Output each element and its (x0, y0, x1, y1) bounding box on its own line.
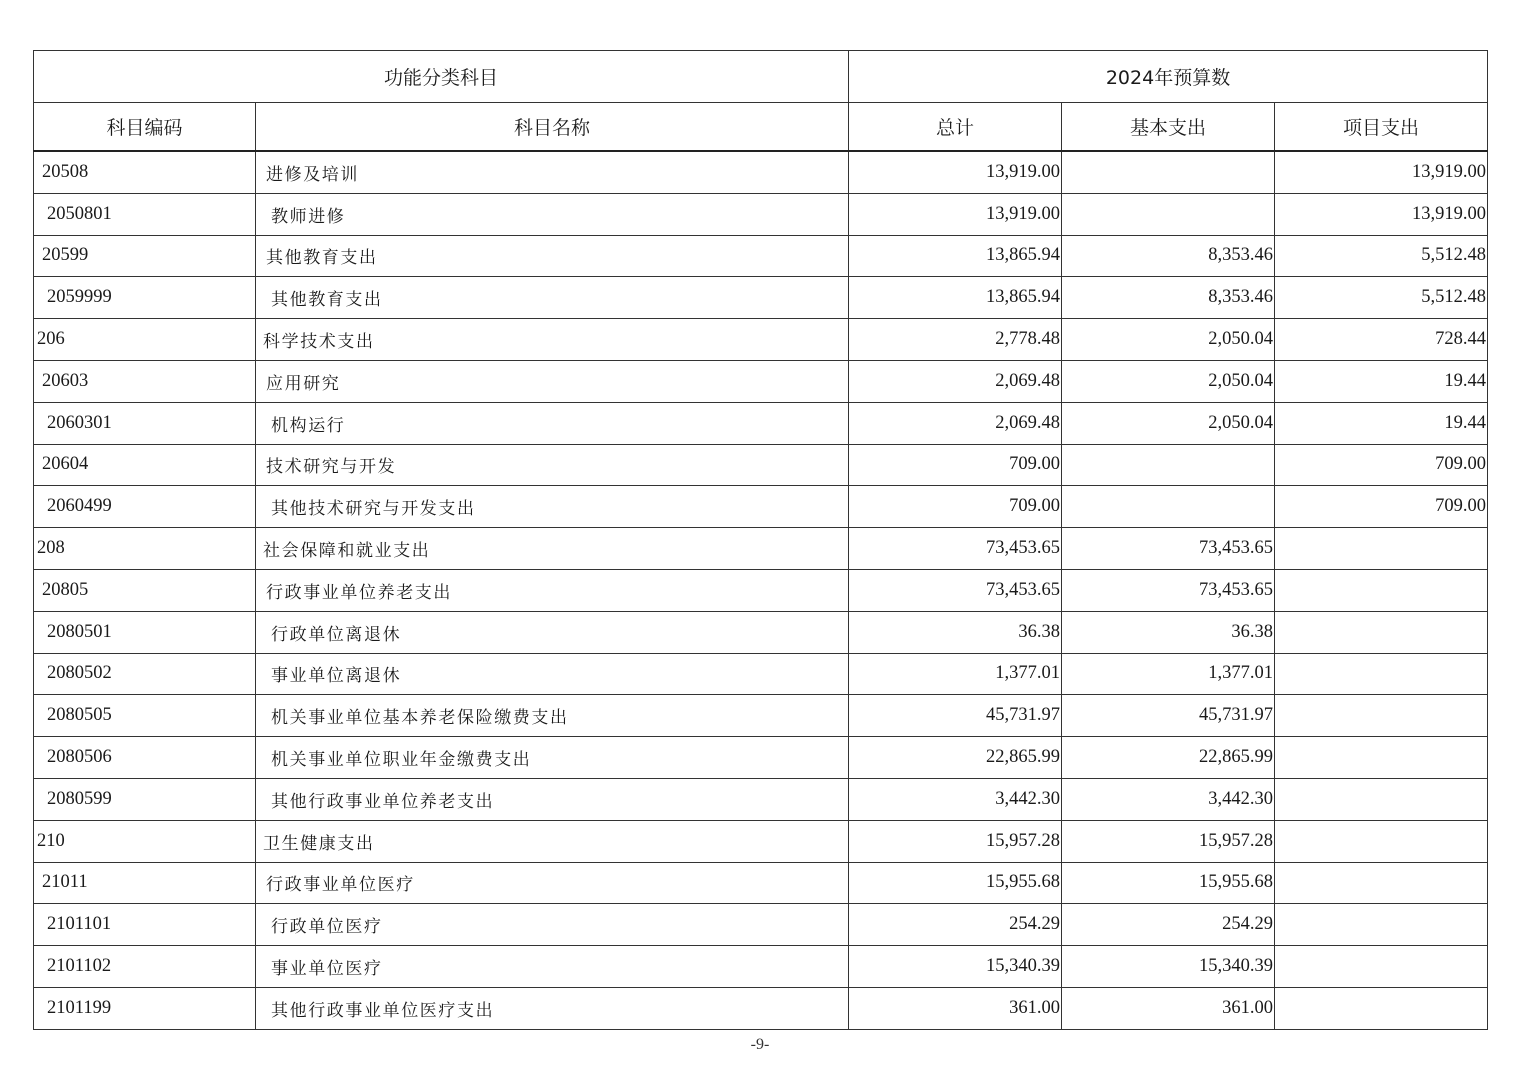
row-name: 其他行政事业单位医疗支出 (256, 987, 849, 1029)
row-project-expenditure (1275, 528, 1488, 570)
row-name: 应用研究 (256, 360, 849, 402)
header-code: 科目编码 (34, 103, 256, 152)
row-code: 206 (34, 319, 256, 361)
table-row (34, 277, 1488, 319)
header-project-expenditure: 项目支出 (1275, 103, 1488, 152)
row-project-expenditure (1275, 737, 1488, 779)
row-project-expenditure (1275, 611, 1488, 653)
table-row (34, 360, 1488, 402)
row-project-expenditure (1275, 695, 1488, 737)
row-code: 210 (34, 820, 256, 862)
row-code: 2050801 (34, 193, 256, 235)
row-basic-expenditure (1062, 193, 1275, 235)
row-project-expenditure: 709.00 (1275, 444, 1488, 486)
row-name: 卫生健康支出 (256, 820, 849, 862)
row-total: 1,377.01 (849, 653, 1062, 695)
table-row (34, 862, 1488, 904)
row-total: 361.00 (849, 987, 1062, 1029)
table-row (34, 737, 1488, 779)
row-code: 208 (34, 528, 256, 570)
row-code: 20599 (34, 235, 256, 277)
row-project-expenditure: 728.44 (1275, 319, 1488, 361)
row-project-expenditure (1275, 987, 1488, 1029)
row-code: 2080502 (34, 653, 256, 695)
row-code: 2080505 (34, 695, 256, 737)
row-total: 15,955.68 (849, 862, 1062, 904)
row-name: 其他教育支出 (256, 277, 849, 319)
row-total: 2,069.48 (849, 360, 1062, 402)
header-total: 总计 (849, 103, 1062, 152)
row-code: 20603 (34, 360, 256, 402)
row-code: 20805 (34, 569, 256, 611)
row-project-expenditure (1275, 569, 1488, 611)
row-basic-expenditure: 361.00 (1062, 987, 1275, 1029)
row-code: 2101102 (34, 946, 256, 988)
table-row (34, 444, 1488, 486)
row-basic-expenditure: 73,453.65 (1062, 528, 1275, 570)
row-code: 2080501 (34, 611, 256, 653)
row-total: 2,778.48 (849, 319, 1062, 361)
row-code: 20604 (34, 444, 256, 486)
table-row (34, 653, 1488, 695)
row-project-expenditure: 19.44 (1275, 360, 1488, 402)
row-name: 社会保障和就业支出 (256, 528, 849, 570)
row-total: 709.00 (849, 486, 1062, 528)
row-total: 2,069.48 (849, 402, 1062, 444)
row-name: 事业单位医疗 (256, 946, 849, 988)
row-total: 13,865.94 (849, 235, 1062, 277)
row-total: 709.00 (849, 444, 1062, 486)
table-row (34, 402, 1488, 444)
row-project-expenditure (1275, 778, 1488, 820)
header-group-functional-classification: 功能分类科目 (34, 51, 849, 103)
row-code: 2080506 (34, 737, 256, 779)
table-row (34, 235, 1488, 277)
table-row (34, 820, 1488, 862)
row-basic-expenditure (1062, 151, 1275, 193)
row-basic-expenditure: 1,377.01 (1062, 653, 1275, 695)
row-basic-expenditure: 36.38 (1062, 611, 1275, 653)
row-name: 技术研究与开发 (256, 444, 849, 486)
row-name: 机关事业单位职业年金缴费支出 (256, 737, 849, 779)
table-row (34, 319, 1488, 361)
row-total: 36.38 (849, 611, 1062, 653)
row-basic-expenditure: 2,050.04 (1062, 360, 1275, 402)
row-name: 进修及培训 (256, 151, 849, 193)
table-body (34, 151, 1488, 1029)
row-total: 13,919.00 (849, 151, 1062, 193)
table-row (34, 151, 1488, 193)
header-column-row (34, 103, 1488, 152)
header-group-budget-2024: 2024年预算数 (849, 51, 1488, 103)
row-name: 其他技术研究与开发支出 (256, 486, 849, 528)
row-basic-expenditure: 45,731.97 (1062, 695, 1275, 737)
page-number: -9- (750, 1036, 770, 1053)
row-project-expenditure (1275, 820, 1488, 862)
row-total: 73,453.65 (849, 569, 1062, 611)
table-row (34, 904, 1488, 946)
row-basic-expenditure: 8,353.46 (1062, 235, 1275, 277)
row-code: 2101101 (34, 904, 256, 946)
header-name: 科目名称 (256, 103, 849, 152)
row-total: 13,919.00 (849, 193, 1062, 235)
row-code: 21011 (34, 862, 256, 904)
row-name: 其他教育支出 (256, 235, 849, 277)
row-basic-expenditure: 3,442.30 (1062, 778, 1275, 820)
table-row (34, 987, 1488, 1029)
row-project-expenditure: 5,512.48 (1275, 235, 1488, 277)
row-basic-expenditure: 73,453.65 (1062, 569, 1275, 611)
row-total: 22,865.99 (849, 737, 1062, 779)
row-total: 45,731.97 (849, 695, 1062, 737)
row-name: 事业单位离退休 (256, 653, 849, 695)
row-name: 教师进修 (256, 193, 849, 235)
row-total: 254.29 (849, 904, 1062, 946)
table-row (34, 528, 1488, 570)
row-name: 机关事业单位基本养老保险缴费支出 (256, 695, 849, 737)
row-name: 行政单位医疗 (256, 904, 849, 946)
row-project-expenditure: 5,512.48 (1275, 277, 1488, 319)
row-name: 机构运行 (256, 402, 849, 444)
table-row (34, 611, 1488, 653)
table-row (34, 695, 1488, 737)
row-code: 20508 (34, 151, 256, 193)
table-row (34, 778, 1488, 820)
row-basic-expenditure: 15,955.68 (1062, 862, 1275, 904)
table-row (34, 569, 1488, 611)
row-basic-expenditure: 2,050.04 (1062, 402, 1275, 444)
budget-table (33, 50, 1488, 1030)
row-total: 15,957.28 (849, 820, 1062, 862)
row-code: 2080599 (34, 778, 256, 820)
row-code: 2060499 (34, 486, 256, 528)
row-total: 13,865.94 (849, 277, 1062, 319)
row-name: 行政事业单位医疗 (256, 862, 849, 904)
row-project-expenditure: 709.00 (1275, 486, 1488, 528)
row-basic-expenditure: 254.29 (1062, 904, 1275, 946)
row-project-expenditure: 13,919.00 (1275, 151, 1488, 193)
row-basic-expenditure: 8,353.46 (1062, 277, 1275, 319)
row-basic-expenditure (1062, 486, 1275, 528)
row-total: 3,442.30 (849, 778, 1062, 820)
row-name: 行政单位离退休 (256, 611, 849, 653)
row-basic-expenditure: 2,050.04 (1062, 319, 1275, 361)
row-project-expenditure (1275, 653, 1488, 695)
table-row (34, 486, 1488, 528)
table-row (34, 946, 1488, 988)
row-name: 其他行政事业单位养老支出 (256, 778, 849, 820)
row-code: 2060301 (34, 402, 256, 444)
header-group-row (34, 51, 1488, 103)
row-project-expenditure (1275, 946, 1488, 988)
table-row (34, 193, 1488, 235)
row-project-expenditure: 13,919.00 (1275, 193, 1488, 235)
row-code: 2059999 (34, 277, 256, 319)
row-total: 73,453.65 (849, 528, 1062, 570)
row-name: 科学技术支出 (256, 319, 849, 361)
row-project-expenditure: 19.44 (1275, 402, 1488, 444)
row-basic-expenditure: 22,865.99 (1062, 737, 1275, 779)
header-basic-expenditure: 基本支出 (1062, 103, 1275, 152)
row-project-expenditure (1275, 904, 1488, 946)
row-name: 行政事业单位养老支出 (256, 569, 849, 611)
row-total: 15,340.39 (849, 946, 1062, 988)
row-basic-expenditure: 15,340.39 (1062, 946, 1275, 988)
row-basic-expenditure: 15,957.28 (1062, 820, 1275, 862)
row-basic-expenditure (1062, 444, 1275, 486)
row-project-expenditure (1275, 862, 1488, 904)
row-code: 2101199 (34, 987, 256, 1029)
